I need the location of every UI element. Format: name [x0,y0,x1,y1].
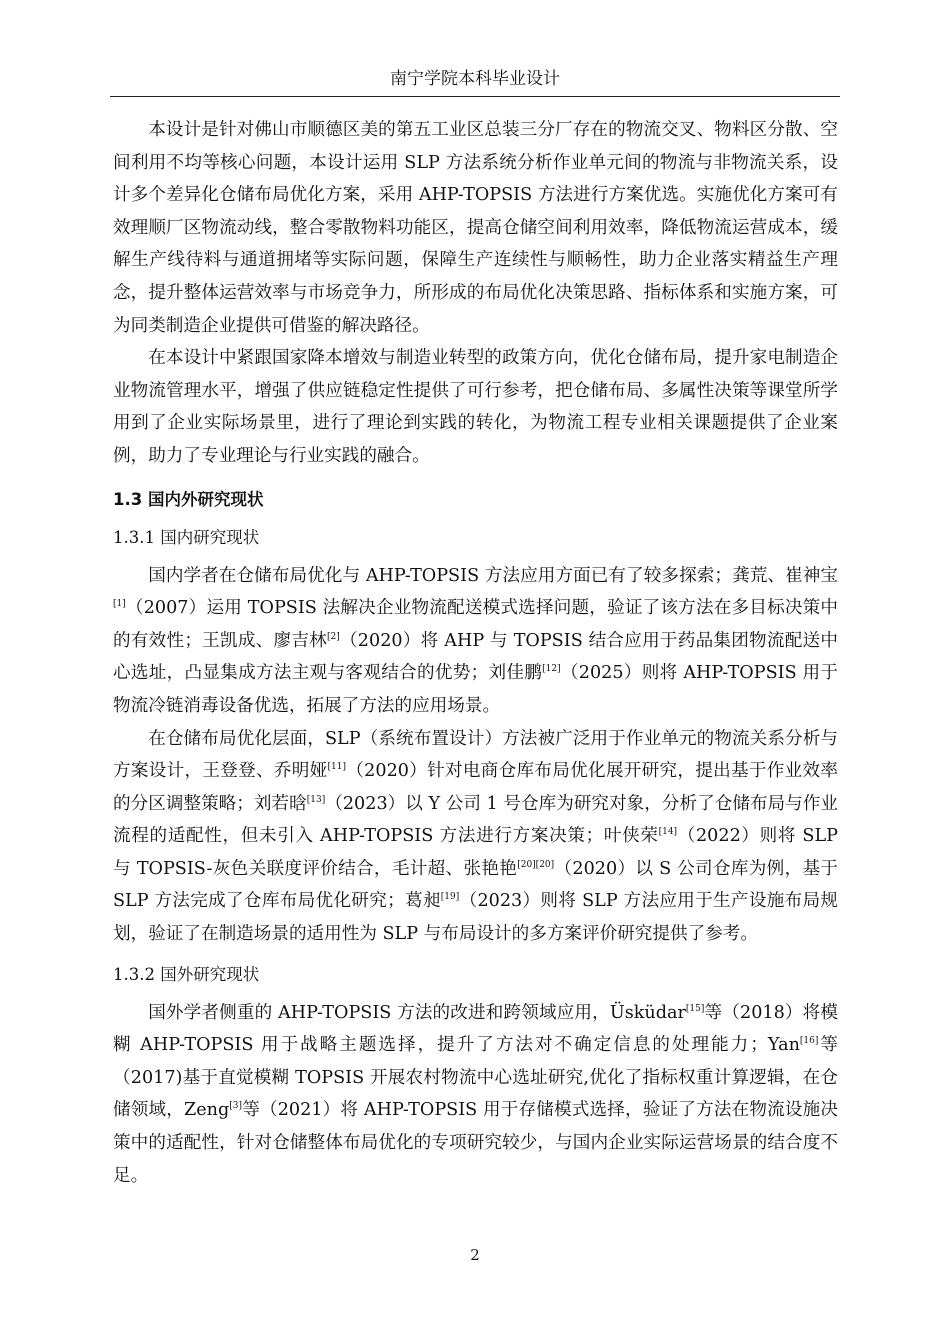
paragraph-domestic-slp: 在仓储布局优化层面，SLP（系统布置设计）方法被广泛用于作业单元的物流关系分析与方案设计，王登登、乔明娅[11]（2020）针对电商仓库布局优化展开研究，提出基于作业效率的分区调整策略；刘若晗[13]（2023）以 Y 公司 1 号仓库为研究对象，分析了仓储布局与作业流程的适配性，但未引入 AHP-TOPSIS 方法进行方案决策；叶侠荣[14]（2022）则将 SLP 与 TOPSIS-灰色关联度评价结合，毛计超、张艳艳[20][20]（2020）以 S 公司仓库为例，基于 SLP 方法完成了仓库布局优化研究；葛昶[19]（2023）则将 SLP 方法应用于生产设施布局规划，验证了在制造场景的适用性为 SLP 与布局设计的多方案评价研究提供了参考。 [113,728,838,945]
page-body [113,114,838,1192]
page-header [110,62,840,97]
citation: [11] [327,762,347,773]
citation: [13] [306,794,326,805]
page-number: 2 [470,1246,480,1264]
citation: [2] [326,631,340,642]
citation: [3] [229,1101,243,1112]
citation: [15] [685,1003,705,1014]
paragraph-design-significance: 在本设计中紧跟国家降本增效与制造业转型的政策方向，优化仓储布局，提升家电制造企业物流管理水平，增强了供应链稳定性提供了可行参考，把仓储布局、多属性决策等课堂所学用到了企业实际场景里，进行了理论到实践的转化，为物流工程专业相关课题提供了企业案例，助力了专业理论与行业实践的融合。 [113,348,838,466]
subsection-heading-1-3-2: 1.3.2 国外研究现状 [113,964,260,984]
citation: [20][20] [517,860,555,871]
citation: [1] [113,599,126,610]
citation: [16] [799,1036,819,1047]
citation: [19] [440,892,460,903]
subsection-heading-1-3-1: 1.3.1 国内研究现状 [113,527,260,547]
citation: [12] [542,664,561,675]
citation: [14] [658,827,678,838]
paragraph-domestic-topsis: 国内学者在仓储布局优化与 AHP-TOPSIS 方法应用方面已有了较多探索；龚荒、崔神宝[1]（2007）运用 TOPSIS 法解决企业物流配送模式选择问题，验证了该方法在多目标决策中的有效性；王凯成、廖吉林[2]（2020）将 AHP 与 TOPSIS 结合应用于药品集团物流配送中心选址，凸显集成方法主观与客观结合的优势；刘佳鹏[12]（2025）则将 AHP-TOPSIS 用于物流冷链消毒设备优选，拓展了方法的应用场景。 [113,565,838,716]
section-heading-1-3: 1.3 国内外研究现状 [113,489,264,509]
paragraph-foreign-research: 国外学者侧重的 AHP-TOPSIS 方法的改进和跨领域应用，Üsküdar[15]等（2018）将模糊 AHP-TOPSIS 用于战略主题选择，提升了方法对不确定信息的处理能力；Yan[16]等（2017)基于直觉模糊 TOPSIS 开展农村物流中心选址研究,优化了指标权重计算逻辑，在仓储领域，Zeng[3]等（2021）将 AHP-TOPSIS 用于存储模式选择，验证了方法在物流设施决策中的适配性，针对仓储整体布局优化的专项研究较少，与国内企业实际运营场景的结合度不足。 [113,1002,839,1186]
paragraph-design-summary: 本设计是针对佛山市顺德区美的第五工业区总装三分厂存在的物流交叉、物料区分散、空间利用不均等核心问题，本设计运用 SLP 方法系统分析作业单元间的物流与非物流关系，设计多个差异化仓储布局优化方案，采用 AHP-TOPSIS 方法进行方案优选。实施优化方案可有效理顺厂区物流动线，整合零散物料功能区，提高仓储空间利用效率，降低物流运营成本，缓解生产线待料与通道拥堵等实际问题，保障生产连续性与顺畅性，助力企业落实精益生产理念，提升整体运营效率与市场竞争力，所形成的布局优化决策思路、指标体系和实施方案，可为同类制造企业提供可借鉴的解决路径。 [113,120,838,336]
header-title: 南宁学院本科毕业设计 [390,69,560,89]
